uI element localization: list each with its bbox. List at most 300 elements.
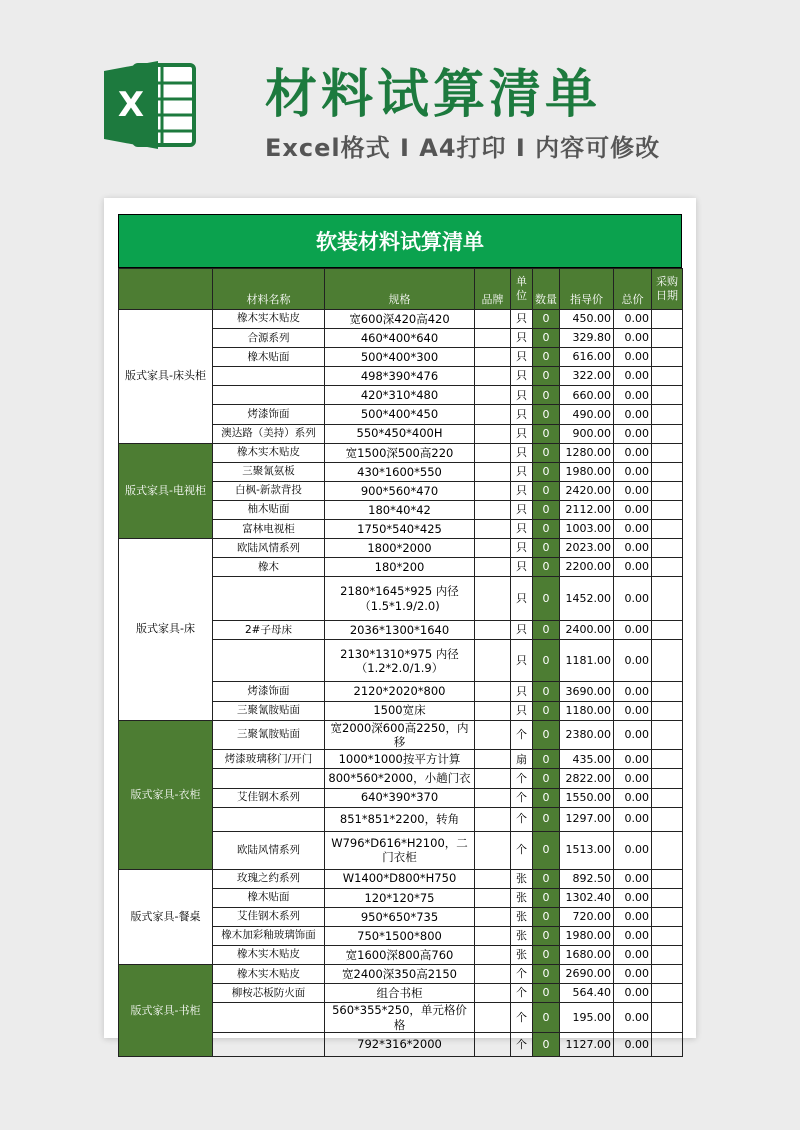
table-header-row [119, 269, 683, 310]
date-cell[interactable] [652, 462, 683, 481]
material-name-cell[interactable]: 橡木贴面 [213, 888, 325, 907]
total-cell[interactable]: 0.00 [614, 888, 652, 907]
material-name-cell[interactable]: 三聚氰胺贴面 [213, 701, 325, 720]
material-name-cell[interactable]: 烤漆玻璃移门/开门 [213, 750, 325, 769]
price-cell[interactable]: 1180.00 [560, 701, 614, 720]
column-header-price: 指导价 [560, 269, 614, 310]
quantity-cell[interactable]: 0 [533, 807, 560, 831]
date-cell[interactable] [652, 769, 683, 788]
unit-cell[interactable]: 只 [511, 443, 533, 462]
quantity-cell[interactable]: 0 [533, 500, 560, 519]
date-cell[interactable] [652, 1003, 683, 1033]
brand-cell[interactable] [475, 907, 511, 926]
total-cell[interactable]: 0.00 [614, 926, 652, 945]
total-cell[interactable]: 0.00 [614, 907, 652, 926]
date-cell[interactable] [652, 386, 683, 405]
quantity-cell[interactable]: 0 [533, 348, 560, 367]
brand-cell[interactable] [475, 888, 511, 907]
quantity-cell[interactable]: 0 [533, 965, 560, 984]
spec-cell[interactable]: 1750*540*425 [325, 520, 475, 539]
brand-cell[interactable] [475, 926, 511, 945]
total-cell[interactable]: 0.00 [614, 329, 652, 348]
unit-cell[interactable]: 只 [511, 701, 533, 720]
spec-cell[interactable]: 851*851*2200，转角 [325, 807, 475, 831]
quantity-cell[interactable]: 0 [533, 621, 560, 640]
quantity-cell[interactable]: 0 [533, 831, 560, 869]
quantity-cell[interactable]: 0 [533, 946, 560, 965]
spec-cell[interactable]: 2036*1300*1640 [325, 621, 475, 640]
total-cell[interactable]: 0.00 [614, 640, 652, 682]
unit-cell[interactable]: 张 [511, 946, 533, 965]
date-cell[interactable] [652, 367, 683, 386]
quantity-cell[interactable]: 0 [533, 386, 560, 405]
brand-cell[interactable] [475, 701, 511, 720]
spec-cell[interactable]: 组合书柜 [325, 984, 475, 1003]
unit-cell[interactable]: 只 [511, 500, 533, 519]
date-cell[interactable] [652, 946, 683, 965]
brand-cell[interactable] [475, 500, 511, 519]
price-cell[interactable]: 1680.00 [560, 946, 614, 965]
unit-cell[interactable]: 只 [511, 558, 533, 577]
unit-cell[interactable]: 只 [511, 405, 533, 424]
price-cell[interactable]: 2380.00 [560, 720, 614, 750]
unit-cell[interactable]: 张 [511, 869, 533, 888]
spec-cell[interactable]: 500*400*450 [325, 405, 475, 424]
quantity-cell[interactable]: 0 [533, 720, 560, 750]
spec-cell[interactable]: 460*400*640 [325, 329, 475, 348]
brand-cell[interactable] [475, 831, 511, 869]
material-name-cell[interactable]: 橡木实木贴皮 [213, 310, 325, 329]
category-cell: 版式家具-衣柜 [119, 720, 213, 869]
quantity-cell[interactable]: 0 [533, 310, 560, 329]
material-name-cell[interactable]: 橡木加彩釉玻璃饰面 [213, 926, 325, 945]
brand-cell[interactable] [475, 539, 511, 558]
price-cell[interactable]: 329.80 [560, 329, 614, 348]
quantity-cell[interactable]: 0 [533, 1003, 560, 1033]
total-cell[interactable]: 0.00 [614, 769, 652, 788]
date-cell[interactable] [652, 720, 683, 750]
spec-cell[interactable]: 500*400*300 [325, 348, 475, 367]
date-cell[interactable] [652, 750, 683, 769]
material-name-cell[interactable]: 烤漆饰面 [213, 682, 325, 701]
material-name-cell[interactable]: 橡木实木贴皮 [213, 443, 325, 462]
unit-cell[interactable]: 只 [511, 386, 533, 405]
unit-cell[interactable]: 只 [511, 462, 533, 481]
price-cell[interactable]: 1181.00 [560, 640, 614, 682]
price-cell[interactable]: 900.00 [560, 424, 614, 443]
category-cell: 版式家具-电视柜 [119, 443, 213, 538]
material-name-cell[interactable] [213, 807, 325, 831]
price-cell[interactable]: 2200.00 [560, 558, 614, 577]
quantity-cell[interactable]: 0 [533, 520, 560, 539]
unit-cell[interactable]: 个 [511, 965, 533, 984]
total-cell[interactable]: 0.00 [614, 750, 652, 769]
price-cell[interactable]: 2822.00 [560, 769, 614, 788]
date-cell[interactable] [652, 405, 683, 424]
price-cell[interactable]: 435.00 [560, 750, 614, 769]
unit-cell[interactable]: 个 [511, 1003, 533, 1033]
date-cell[interactable] [652, 329, 683, 348]
brand-cell[interactable] [475, 386, 511, 405]
quantity-cell[interactable]: 0 [533, 701, 560, 720]
total-cell[interactable]: 0.00 [614, 520, 652, 539]
material-name-cell[interactable]: 橡木实木贴皮 [213, 965, 325, 984]
spec-cell[interactable]: 1800*2000 [325, 539, 475, 558]
total-cell[interactable]: 0.00 [614, 367, 652, 386]
price-cell[interactable]: 1513.00 [560, 831, 614, 869]
table-row [119, 310, 683, 329]
spec-cell[interactable]: 550*450*400H [325, 424, 475, 443]
total-cell[interactable]: 0.00 [614, 720, 652, 750]
date-cell[interactable] [652, 310, 683, 329]
total-cell[interactable]: 0.00 [614, 1033, 652, 1057]
date-cell[interactable] [652, 424, 683, 443]
price-cell[interactable]: 1127.00 [560, 1033, 614, 1057]
price-cell[interactable]: 660.00 [560, 386, 614, 405]
spec-cell[interactable]: 792*316*2000 [325, 1033, 475, 1057]
unit-cell[interactable]: 个 [511, 831, 533, 869]
brand-cell[interactable] [475, 788, 511, 807]
date-cell[interactable] [652, 965, 683, 984]
spec-cell[interactable]: 2130*1310*975 内径（1.2*2.0/1.9） [325, 640, 475, 682]
date-cell[interactable] [652, 888, 683, 907]
spec-cell[interactable]: 2120*2020*800 [325, 682, 475, 701]
total-cell[interactable]: 0.00 [614, 539, 652, 558]
brand-cell[interactable] [475, 965, 511, 984]
total-cell[interactable]: 0.00 [614, 500, 652, 519]
material-name-cell[interactable]: 橡木 [213, 558, 325, 577]
brand-cell[interactable] [475, 558, 511, 577]
brand-cell[interactable] [475, 640, 511, 682]
quantity-cell[interactable]: 0 [533, 1033, 560, 1057]
total-cell[interactable]: 0.00 [614, 558, 652, 577]
column-header-qty: 数量 [533, 269, 560, 310]
price-cell[interactable]: 3690.00 [560, 682, 614, 701]
quantity-cell[interactable]: 0 [533, 640, 560, 682]
total-cell[interactable]: 0.00 [614, 682, 652, 701]
brand-cell[interactable] [475, 1033, 511, 1057]
spec-cell[interactable]: 430*1600*550 [325, 462, 475, 481]
price-cell[interactable]: 720.00 [560, 907, 614, 926]
total-cell[interactable]: 0.00 [614, 831, 652, 869]
price-cell[interactable]: 616.00 [560, 348, 614, 367]
material-name-cell[interactable]: 欧陆风情系列 [213, 831, 325, 869]
date-cell[interactable] [652, 831, 683, 869]
total-cell[interactable]: 0.00 [614, 946, 652, 965]
unit-cell[interactable]: 只 [511, 520, 533, 539]
material-name-cell[interactable]: 三聚氰胺贴面 [213, 720, 325, 750]
sheet-title: 软装材料试算清单 [118, 214, 682, 268]
unit-cell[interactable]: 只 [511, 367, 533, 386]
date-cell[interactable] [652, 621, 683, 640]
date-cell[interactable] [652, 682, 683, 701]
materials-table [118, 268, 683, 1057]
unit-cell[interactable]: 张 [511, 888, 533, 907]
material-name-cell[interactable] [213, 386, 325, 405]
date-cell[interactable] [652, 984, 683, 1003]
price-cell[interactable]: 1302.40 [560, 888, 614, 907]
unit-cell[interactable]: 只 [511, 481, 533, 500]
unit-cell[interactable]: 只 [511, 310, 533, 329]
date-cell[interactable] [652, 701, 683, 720]
spec-cell[interactable]: 宽600深420高420 [325, 310, 475, 329]
spec-cell[interactable]: 420*310*480 [325, 386, 475, 405]
category-cell: 版式家具-书柜 [119, 965, 213, 1057]
total-cell[interactable]: 0.00 [614, 788, 652, 807]
quantity-cell[interactable]: 0 [533, 869, 560, 888]
total-cell[interactable]: 0.00 [614, 1003, 652, 1033]
quantity-cell[interactable]: 0 [533, 888, 560, 907]
total-cell[interactable]: 0.00 [614, 386, 652, 405]
spec-cell[interactable]: 498*390*476 [325, 367, 475, 386]
quantity-cell[interactable]: 0 [533, 443, 560, 462]
quantity-cell[interactable]: 0 [533, 405, 560, 424]
spec-cell[interactable]: 950*650*735 [325, 907, 475, 926]
brand-cell[interactable] [475, 329, 511, 348]
brand-cell[interactable] [475, 367, 511, 386]
material-name-cell[interactable]: 玫瑰之约系列 [213, 869, 325, 888]
material-name-cell[interactable] [213, 1033, 325, 1057]
material-name-cell[interactable]: 烤漆饰面 [213, 405, 325, 424]
price-cell[interactable]: 892.50 [560, 869, 614, 888]
price-cell[interactable]: 1980.00 [560, 462, 614, 481]
price-cell[interactable]: 450.00 [560, 310, 614, 329]
price-cell[interactable]: 1452.00 [560, 577, 614, 621]
total-cell[interactable]: 0.00 [614, 621, 652, 640]
material-name-cell[interactable] [213, 577, 325, 621]
column-header-unit [511, 269, 533, 310]
brand-cell[interactable] [475, 443, 511, 462]
quantity-cell[interactable]: 0 [533, 984, 560, 1003]
total-cell[interactable]: 0.00 [614, 577, 652, 621]
spec-cell[interactable]: 180*200 [325, 558, 475, 577]
date-cell[interactable] [652, 1033, 683, 1057]
brand-cell[interactable] [475, 462, 511, 481]
brand-cell[interactable] [475, 869, 511, 888]
material-name-cell[interactable]: 柚木贴面 [213, 500, 325, 519]
page-header [0, 0, 800, 190]
total-cell[interactable]: 0.00 [614, 965, 652, 984]
date-cell[interactable] [652, 577, 683, 621]
unit-cell[interactable]: 只 [511, 640, 533, 682]
unit-cell[interactable]: 只 [511, 539, 533, 558]
category-cell: 版式家具-餐桌 [119, 869, 213, 964]
brand-cell[interactable] [475, 424, 511, 443]
price-cell[interactable]: 1003.00 [560, 520, 614, 539]
table-body [119, 310, 683, 1057]
spec-cell[interactable]: 120*120*75 [325, 888, 475, 907]
material-name-cell[interactable]: 柳桉芯板防火面 [213, 984, 325, 1003]
column-header-brand: 品牌 [475, 269, 511, 310]
quantity-cell[interactable]: 0 [533, 750, 560, 769]
brand-cell[interactable] [475, 405, 511, 424]
unit-cell[interactable]: 只 [511, 682, 533, 701]
unit-cell[interactable]: 个 [511, 788, 533, 807]
price-cell[interactable]: 490.00 [560, 405, 614, 424]
spec-cell[interactable]: 180*40*42 [325, 500, 475, 519]
column-header-date [652, 269, 683, 310]
quantity-cell[interactable]: 0 [533, 424, 560, 443]
material-name-cell[interactable]: 艾佳钢木系列 [213, 788, 325, 807]
price-cell[interactable]: 1980.00 [560, 926, 614, 945]
spec-cell[interactable]: 1000*1000按平方计算 [325, 750, 475, 769]
material-name-cell[interactable]: 艾佳钢木系列 [213, 907, 325, 926]
unit-cell[interactable]: 个 [511, 807, 533, 831]
spec-cell[interactable]: 560*355*250，单元格价格 [325, 1003, 475, 1033]
quantity-cell[interactable]: 0 [533, 558, 560, 577]
column-header-spec: 规格 [325, 269, 475, 310]
brand-cell[interactable] [475, 750, 511, 769]
total-cell[interactable]: 0.00 [614, 481, 652, 500]
quantity-cell[interactable]: 0 [533, 788, 560, 807]
date-cell[interactable] [652, 348, 683, 367]
total-cell[interactable]: 0.00 [614, 424, 652, 443]
column-header-date-text: 采购 日期 [656, 275, 678, 302]
price-cell[interactable]: 2023.00 [560, 539, 614, 558]
brand-cell[interactable] [475, 310, 511, 329]
quantity-cell[interactable]: 0 [533, 769, 560, 788]
date-cell[interactable] [652, 926, 683, 945]
date-cell[interactable] [652, 807, 683, 831]
brand-cell[interactable] [475, 621, 511, 640]
quantity-cell[interactable]: 0 [533, 907, 560, 926]
column-header-category [119, 269, 213, 310]
date-cell[interactable] [652, 520, 683, 539]
unit-cell[interactable]: 只 [511, 329, 533, 348]
date-cell[interactable] [652, 640, 683, 682]
quantity-cell[interactable]: 0 [533, 329, 560, 348]
unit-cell[interactable]: 只 [511, 621, 533, 640]
total-cell[interactable]: 0.00 [614, 443, 652, 462]
spec-cell[interactable]: 750*1500*800 [325, 926, 475, 945]
price-cell[interactable]: 1550.00 [560, 788, 614, 807]
brand-cell[interactable] [475, 807, 511, 831]
spec-cell[interactable]: W1400*D800*H750 [325, 869, 475, 888]
column-header-name: 材料名称 [213, 269, 325, 310]
date-cell[interactable] [652, 907, 683, 926]
column-header-total: 总价 [614, 269, 652, 310]
excel-logo-icon [100, 55, 200, 155]
price-cell[interactable]: 322.00 [560, 367, 614, 386]
price-cell[interactable]: 2112.00 [560, 500, 614, 519]
unit-cell[interactable]: 只 [511, 424, 533, 443]
brand-cell[interactable] [475, 720, 511, 750]
total-cell[interactable]: 0.00 [614, 701, 652, 720]
material-name-cell[interactable] [213, 769, 325, 788]
category-cell: 版式家具-床头柜 [119, 310, 213, 444]
quantity-cell[interactable]: 0 [533, 462, 560, 481]
brand-cell[interactable] [475, 1003, 511, 1033]
date-cell[interactable] [652, 539, 683, 558]
page-subtitle: Excel格式 I A4打印 I 内容可修改 [265, 134, 661, 162]
date-cell[interactable] [652, 481, 683, 500]
price-cell[interactable]: 564.40 [560, 984, 614, 1003]
price-cell[interactable]: 195.00 [560, 1003, 614, 1033]
page-title: 材料试算清单 [265, 65, 602, 125]
material-name-cell[interactable]: 三聚氰氨板 [213, 462, 325, 481]
unit-cell[interactable]: 个 [511, 769, 533, 788]
material-name-cell[interactable]: 白枫-新款背投 [213, 481, 325, 500]
material-name-cell[interactable] [213, 1003, 325, 1033]
unit-cell[interactable]: 只 [511, 577, 533, 621]
spec-cell[interactable]: 宽2400深350高2150 [325, 965, 475, 984]
spec-cell[interactable]: 宽1600深800高760 [325, 946, 475, 965]
price-cell[interactable]: 2690.00 [560, 965, 614, 984]
quantity-cell[interactable]: 0 [533, 367, 560, 386]
quantity-cell[interactable]: 0 [533, 481, 560, 500]
spec-cell[interactable]: 宽2000深600高2250，内移 [325, 720, 475, 750]
spec-cell[interactable]: 2180*1645*925 内径（1.5*1.9/2.0) [325, 577, 475, 621]
quantity-cell[interactable]: 0 [533, 539, 560, 558]
brand-cell[interactable] [475, 577, 511, 621]
material-name-cell[interactable]: 橡木实木贴皮 [213, 946, 325, 965]
logo-letter: X [117, 85, 145, 125]
total-cell[interactable]: 0.00 [614, 462, 652, 481]
material-name-cell[interactable]: 合源系列 [213, 329, 325, 348]
table-row [119, 539, 683, 558]
material-name-cell[interactable]: 富林电视柜 [213, 520, 325, 539]
material-name-cell[interactable]: 2#子母床 [213, 621, 325, 640]
brand-cell[interactable] [475, 946, 511, 965]
brand-cell[interactable] [475, 481, 511, 500]
spec-cell[interactable]: W796*D616*H2100，二门衣柜 [325, 831, 475, 869]
date-cell[interactable] [652, 788, 683, 807]
unit-cell[interactable]: 个 [511, 1033, 533, 1057]
column-header-unit-text: 单 位 [516, 275, 527, 302]
unit-cell[interactable]: 个 [511, 720, 533, 750]
price-cell[interactable]: 2420.00 [560, 481, 614, 500]
unit-cell[interactable]: 扇 [511, 750, 533, 769]
brand-cell[interactable] [475, 682, 511, 701]
quantity-cell[interactable]: 0 [533, 577, 560, 621]
total-cell[interactable]: 0.00 [614, 348, 652, 367]
spec-cell[interactable]: 宽1500深500高220 [325, 443, 475, 462]
quantity-cell[interactable]: 0 [533, 682, 560, 701]
total-cell[interactable]: 0.00 [614, 807, 652, 831]
price-cell[interactable]: 2400.00 [560, 621, 614, 640]
price-cell[interactable]: 1297.00 [560, 807, 614, 831]
date-cell[interactable] [652, 443, 683, 462]
material-name-cell[interactable]: 欧陆风情系列 [213, 539, 325, 558]
unit-cell[interactable]: 只 [511, 348, 533, 367]
brand-cell[interactable] [475, 348, 511, 367]
quantity-cell[interactable]: 0 [533, 926, 560, 945]
brand-cell[interactable] [475, 984, 511, 1003]
material-name-cell[interactable] [213, 640, 325, 682]
price-cell[interactable]: 1280.00 [560, 443, 614, 462]
spec-cell[interactable]: 800*560*2000，小趟门衣 [325, 769, 475, 788]
total-cell[interactable]: 0.00 [614, 984, 652, 1003]
date-cell[interactable] [652, 500, 683, 519]
total-cell[interactable]: 0.00 [614, 869, 652, 888]
material-name-cell[interactable] [213, 367, 325, 386]
spec-cell[interactable]: 640*390*370 [325, 788, 475, 807]
material-name-cell[interactable]: 橡木贴面 [213, 348, 325, 367]
spec-cell[interactable]: 900*560*470 [325, 481, 475, 500]
material-name-cell[interactable]: 澳达路（美持）系列 [213, 424, 325, 443]
spec-cell[interactable]: 1500宽床 [325, 701, 475, 720]
unit-cell[interactable]: 个 [511, 984, 533, 1003]
category-cell: 版式家具-床 [119, 539, 213, 720]
unit-cell[interactable]: 张 [511, 926, 533, 945]
unit-cell[interactable]: 张 [511, 907, 533, 926]
date-cell[interactable] [652, 869, 683, 888]
total-cell[interactable]: 0.00 [614, 310, 652, 329]
total-cell[interactable]: 0.00 [614, 405, 652, 424]
date-cell[interactable] [652, 558, 683, 577]
brand-cell[interactable] [475, 769, 511, 788]
brand-cell[interactable] [475, 520, 511, 539]
